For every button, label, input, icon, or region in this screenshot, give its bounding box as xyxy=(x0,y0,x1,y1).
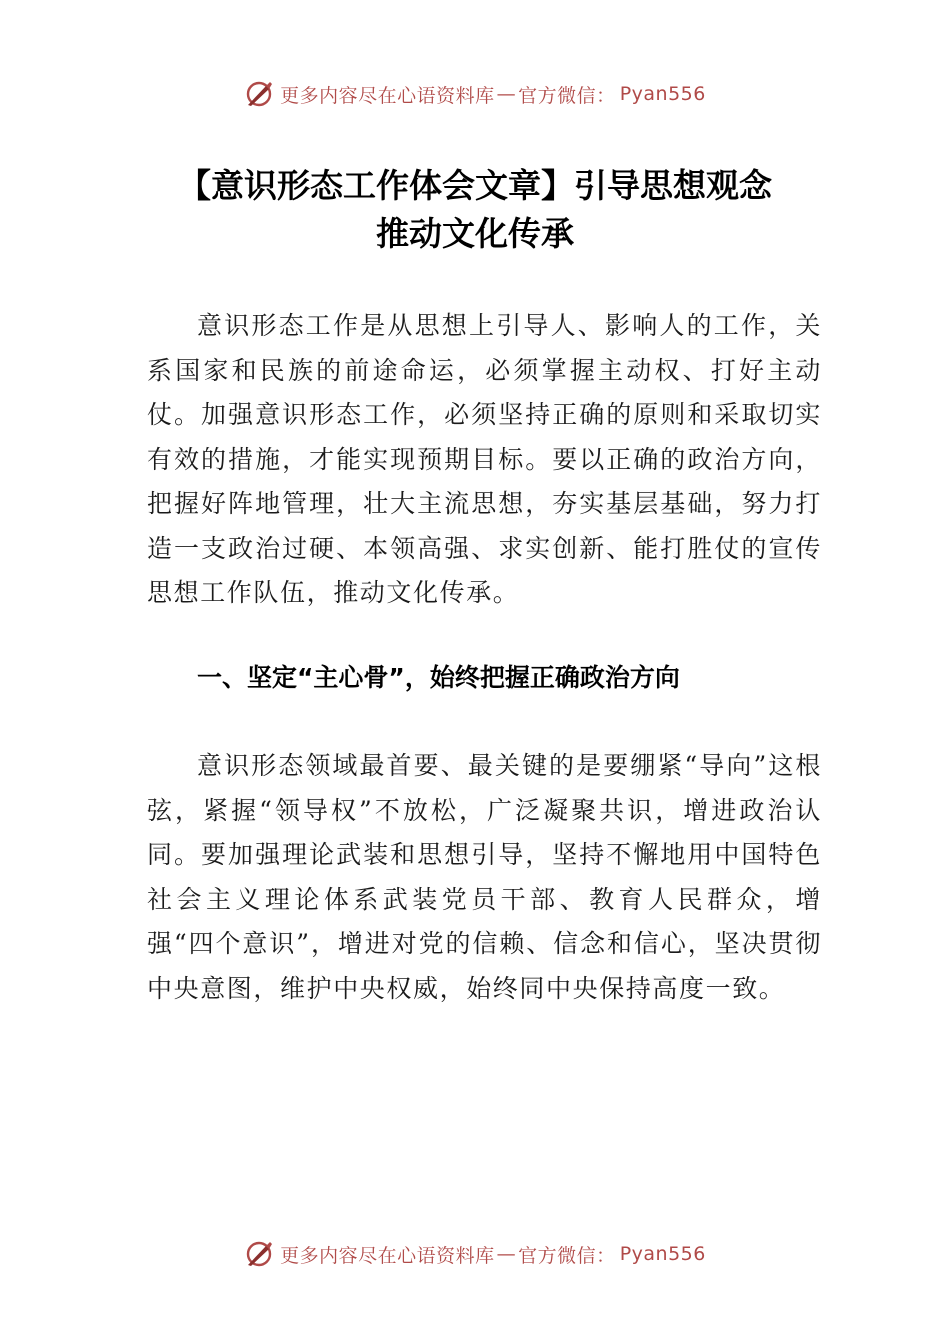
section-1-heading: 一、坚定“主心骨”，始终把握正确政治方向 xyxy=(197,663,680,692)
banner-official-label: 官方微信： xyxy=(518,84,616,107)
banner-separator: — xyxy=(496,83,517,105)
banner-text: 更多内容尽在心语资料库 xyxy=(280,84,495,107)
banner-separator: — xyxy=(496,1243,517,1265)
pen-logo-icon xyxy=(244,1239,274,1269)
banner-text: 更多内容尽在心语资料库 xyxy=(280,1244,495,1267)
section-1-paragraph: 意识形态领域最首要、最关键的是要绷紧“导向”这根弦，紧握“领导权”不放松，广泛凝聚共识，增进政治认同。要加强理论武装和思想引导，坚持不懈地用中国特色社会主义理论体系武装党员干部、教育人民群众，增强“四个意识”，增进对党的信赖、信念和信心，坚决贯彻中央意图，维护中央权威，始终同中央保持高度一致。 xyxy=(147,751,822,1003)
title-line-1: 【意识形态工作体会文章】引导思想观念 xyxy=(178,166,772,205)
document-title xyxy=(0,162,950,258)
footer-watermark-banner xyxy=(0,1234,950,1274)
banner-wechat-id: Pyan556 xyxy=(619,1243,706,1265)
banner-wechat-id: Pyan556 xyxy=(619,83,706,105)
banner-official-label: 官方微信： xyxy=(518,1244,616,1267)
header-watermark-banner xyxy=(0,74,950,114)
intro-paragraph: 意识形态工作是从思想上引导人、影响人的工作，关系国家和民族的前途命运，必须掌握主动权、打好主动仗。加强意识形态工作，必须坚持正确的原则和采取切实有效的措施，才能实现预期目标。要以正确的政治方向，把握好阵地管理，壮大主流思想，夯实基层基础，努力打造一支政治过硬、本领高强、求实创新、能打胜仗的宣传思想工作队伍，推动文化传承。 xyxy=(147,311,822,607)
pen-logo-icon xyxy=(244,79,274,109)
title-line-2: 推动文化传承 xyxy=(376,214,574,253)
